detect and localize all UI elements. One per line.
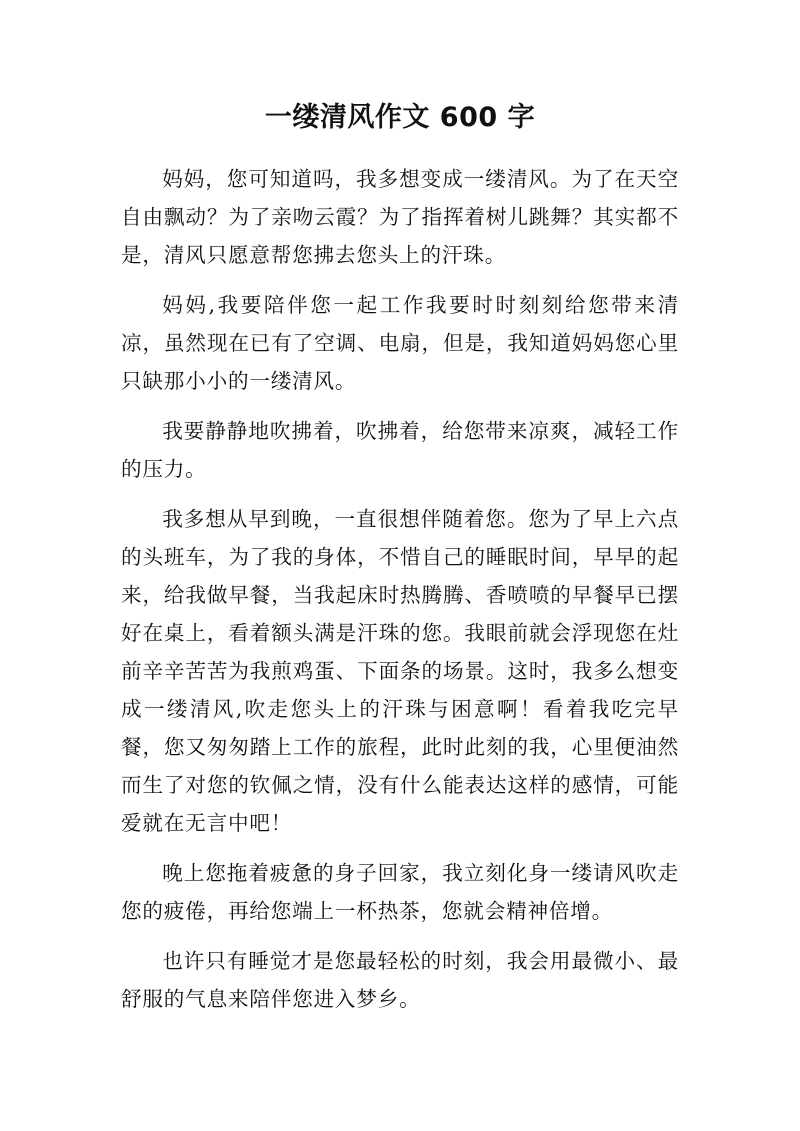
paragraph-6: 也许只有睡觉才是您最轻松的时刻，我会用最微小、最舒服的气息来陪伴您进入梦乡。 [121, 949, 679, 1011]
paragraph-1: 妈妈，您可知道吗，我多想变成一缕清风。为了在天空自由飘动？为了亲吻云霞？为了指挥着树儿跳舞？其实都不是，清风只愿意帮您拂去您头上的汗珠。 [121, 167, 679, 267]
paragraph-4: 我多想从早到晚，一直很想伴随着您。您为了早上六点的头班车，为了我的身体，不惜自己的睡眠时间，早早的起来，给我做早餐，当我起床时热腾腾、香喷喷的早餐早已摆好在桌上，看着额头满是汗珠的您。我眼前就会浮现您在灶前辛辛苦苦为我煎鸡蛋、下面条的场景。这时，我多么想变成一缕清风,吹走您头上的汗珠与困意啊！看着我吃完早餐，您又匆匆踏上工作的旅程，此时此刻的我，心里便油然而生了对您的钦佩之情，没有什么能表达这样的感情，可能爱就在无言中吧！ [121, 507, 679, 835]
document-title: 一缕清风作文 600 字 [264, 102, 536, 133]
paragraph-5: 晚上您拖着疲惫的身子回家，我立刻化身一缕请风吹走您的疲倦，再给您端上一杯热茶，您就会精神倍增。 [121, 861, 679, 923]
paragraph-3: 我要静静地吹拂着，吹拂着，给您带来凉爽，减轻工作的压力。 [121, 419, 679, 481]
document-body [121, 160, 679, 1030]
paragraph-2: 妈妈,我要陪伴您一起工作我要时时刻刻给您带来清凉，虽然现在已有了空调、电扇，但是，我知道妈妈您心里只缺那小小的一缕清风。 [121, 293, 679, 393]
